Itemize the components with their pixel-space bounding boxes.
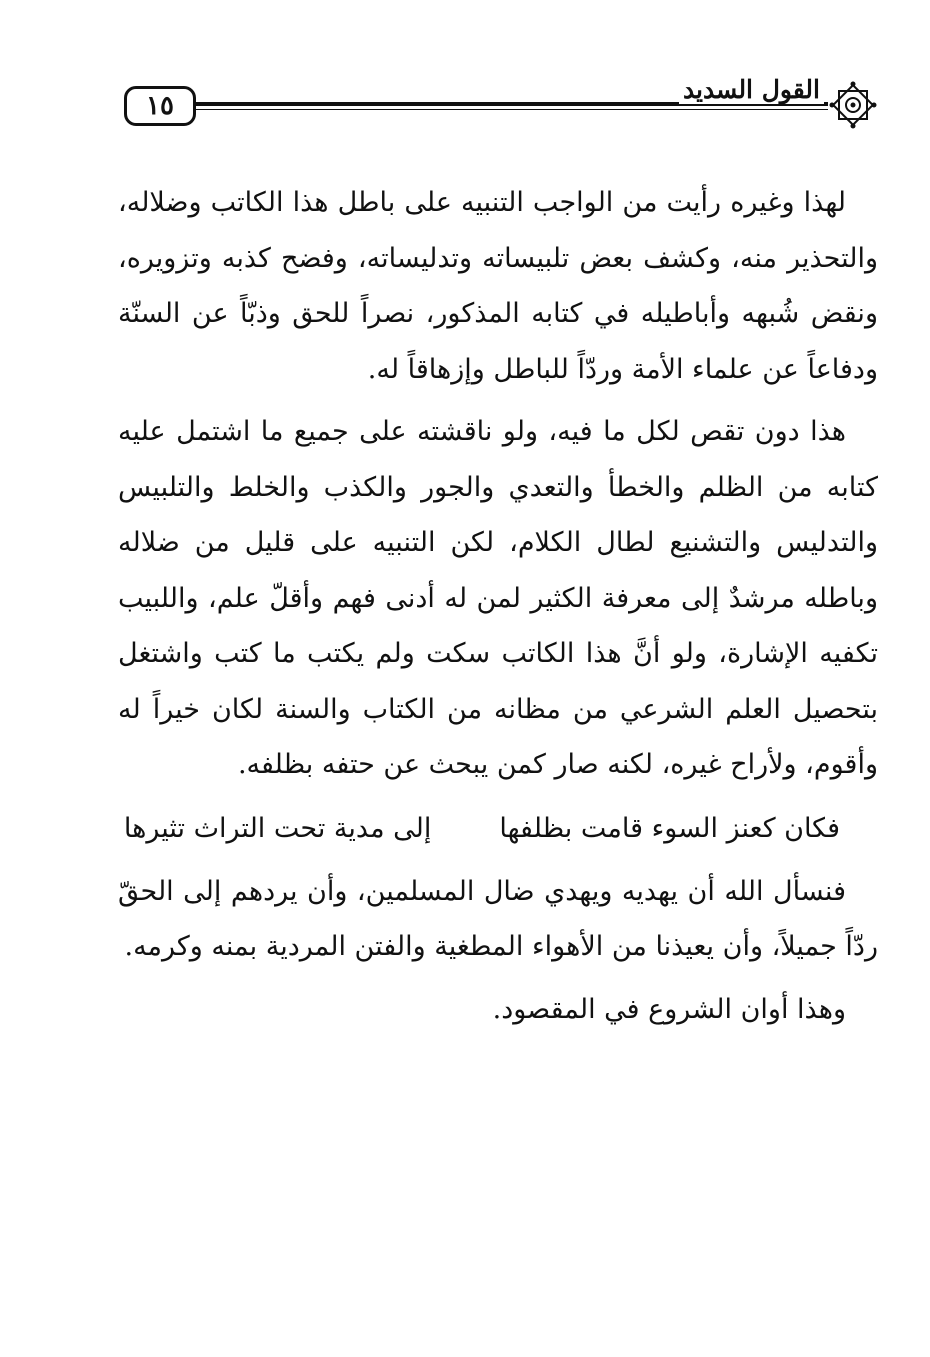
page-number: ١٥ [124,86,196,126]
header-rule-thin [196,109,828,110]
verse-second-hemistich: إلى مدية تحت التراث تثيرها [123,812,432,844]
paragraph-1: لهذا وغيره رأيت من الواجب التنبيه على باطل هذا الكاتب وضلاله، والتحذير منه، وكشف بعض تلبيساته وتدليساته، وفضح كذبه وتزويره، ونقض شُبهه وأباطيله في كتابه المذكور، نصراً للحق وذبّاً عن السنّة ودفاعاً عن علماء الأمة وردّاً للباطل وإزهاقاً له. [118,187,878,385]
paragraph-2: هذا دون تقص لكل ما فيه، ولو ناقشته على جميع ما اشتمل عليه كتابه من الظلم والخطأ والتعدي والجور والكذب والخلط والتلبيس والتدليس والتشنيع لطال الكلام، لكن التنبيه على قليل من ضلاله وباطله مرشدٌ إلى معرفة الكثير لمن له أدنى فهم وأقلّ علم، واللبيب تكفيه الإشارة، ولو أنَّ هذا الكاتب سكت ولم يكتب ما كتب واشتغل بتحصيل العلم الشرعي من مظانه من الكتاب والسنة لكان خيراً له وأقوم، ولأراح غيره، لكنه صار كمن يبحث عن حتفه بظلفه. [118,416,879,780]
paragraph-3: فنسأل الله أن يهديه ويهدي ضال المسلمين، وأن يردهم إلى الحقّ ردّاً جميلاً، وأن يعيذنا من الأهواء المطغية والفتن المردية بمنه وكرمه. [118,875,878,962]
paragraph-4: وهذا أوان الشروع في المقصود. [492,993,846,1025]
page-body [118,175,878,1037]
running-title: القول السديد [679,76,824,104]
eight-point-star-ornament-icon [828,80,878,130]
verse-first-hemistich: فكان كعنز السوء قامت بظلفها [499,812,840,844]
page-header [118,75,878,142]
poetry-verse [118,801,878,856]
